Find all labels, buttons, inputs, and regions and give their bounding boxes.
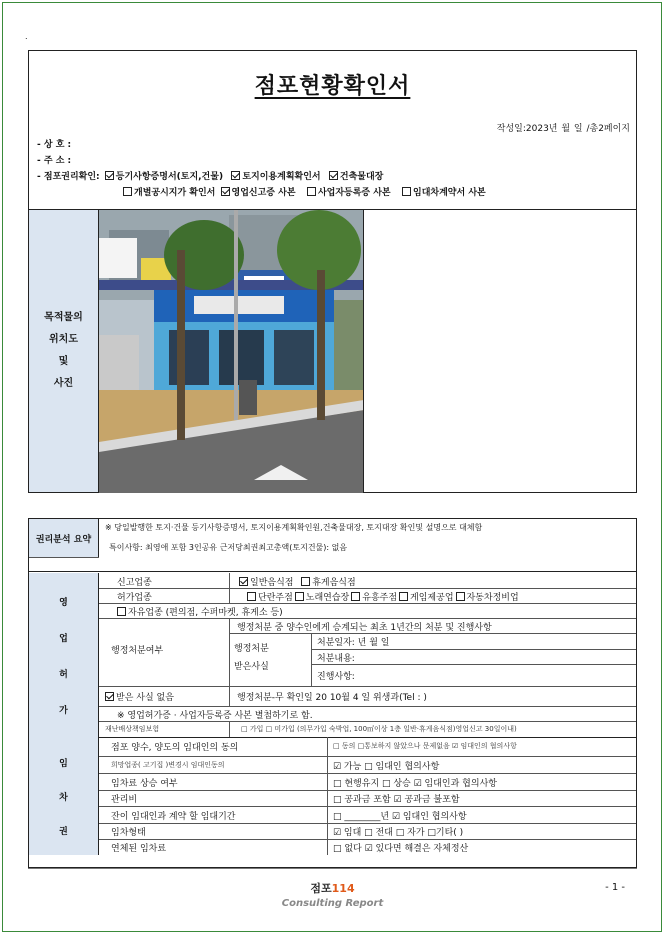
no-disposition-label: 받은 사실 없음	[116, 693, 174, 703]
option: 게임제공업	[410, 593, 454, 603]
checkbox[interactable]	[247, 592, 256, 601]
lease-row-label: 임차형태	[111, 828, 146, 838]
storefront-photo-image	[99, 210, 364, 493]
checkbox[interactable]	[307, 187, 316, 196]
location-section	[28, 210, 637, 493]
doc-land-price: 개별공시지가 확인서	[134, 188, 216, 198]
location-label-line: 사진	[53, 378, 74, 389]
doc-lease: 임대차계약서 사본	[413, 188, 486, 198]
page-title: 점포현황확인서	[254, 74, 411, 99]
side-char: 권	[59, 826, 68, 837]
footer-divider	[28, 868, 637, 869]
checkbox[interactable]	[105, 692, 114, 701]
checkbox[interactable]	[105, 171, 114, 180]
rights-check-row-1	[37, 169, 383, 182]
lease-row-label: 연체된 임차료	[111, 844, 167, 854]
checkbox[interactable]	[123, 187, 132, 196]
checkbox[interactable]	[231, 171, 240, 180]
side-char: 임	[59, 758, 68, 769]
lease-row-value: □ 공과금 포함 ☑ 공과금 불포함	[333, 795, 460, 805]
header-section	[28, 50, 637, 210]
option: 노래연습장	[305, 593, 350, 603]
disposition-content: 처분내용:	[317, 654, 355, 664]
checkbox[interactable]	[295, 592, 304, 601]
corner-mark: .	[25, 32, 28, 41]
lease-row-value: □ 현행유지 □ 상승 ☑ 임대인과 협의사항	[333, 779, 497, 789]
checkbox[interactable]	[456, 592, 465, 601]
location-label-line: 위치도	[49, 334, 78, 345]
lease-row-label: 점포 양수, 양도의 임대인의 동의	[111, 743, 239, 753]
doc-business-report: 영업신고증 사본	[231, 188, 296, 198]
rights-check-row-2	[121, 185, 486, 198]
admin-sub-label-1: 행정처분	[234, 644, 269, 654]
rights-label: - 점포권리확인:	[37, 172, 100, 182]
permit-copy-note: ※ 영업허가증 · 사업자등록증 사본 별첨하기로 함.	[117, 711, 313, 721]
rights-analysis-label: 권리분석 요약	[29, 519, 99, 557]
lease-row-label: 희망업종( 고기집 )변경시 임대인동의	[111, 761, 225, 769]
option-rest-restaurant: 휴게음식점	[312, 578, 356, 588]
doc-business-reg: 사업자등록증 사본	[317, 188, 391, 198]
side-char: 업	[59, 633, 68, 644]
rights-analysis-note: ※ 당일발행한 토지·건물 등기사항증명서, 토지이용계획확인원,건축물대장, 토지대장 확인및 설명으로 대체함	[105, 523, 483, 532]
footer-subtitle: Consulting Report	[281, 898, 384, 909]
doc-registry: 등기사항증명서(토지,건물)	[115, 172, 224, 182]
lease-row-value: ☑ 가능 □ 임대인 협의사항	[333, 762, 440, 772]
option-general-restaurant: 일반음식점	[250, 578, 294, 588]
lease-row-label: 임차료 상승 여부	[111, 779, 178, 789]
shop-name-label: - 상 호 :	[37, 140, 72, 150]
checkbox[interactable]	[301, 577, 310, 586]
lease-row-label: 관리비	[111, 795, 138, 805]
free-business-options	[115, 605, 283, 618]
checkbox[interactable]	[221, 187, 230, 196]
disposition-progress: 진행사항:	[317, 672, 355, 682]
side-char: 영	[59, 597, 68, 608]
doc-land-use: 토지이용계획확인서	[242, 172, 321, 182]
lease-side-label	[29, 737, 99, 855]
no-disposition-note: 행정처분-무 확인일 20 10월 4 일 위생과(Tel : )	[237, 693, 427, 703]
location-label	[29, 210, 99, 492]
no-disposition-check	[103, 690, 174, 703]
lease-row-value: □ 없다 ☑ 있다면 해결은 자체정산	[333, 844, 469, 854]
option: 유흥주점	[362, 593, 398, 603]
permitted-business-label: 허가업종	[117, 593, 152, 603]
reported-business-label: 신고업종	[117, 578, 152, 588]
location-label-line: 및	[58, 356, 69, 367]
checkbox[interactable]	[329, 171, 338, 180]
lease-row-label: 잔이 임대인과 계약 할 임대기간	[111, 812, 236, 822]
business-permit-side-label	[29, 573, 99, 737]
reported-business-options	[237, 575, 356, 588]
footer-logo	[0, 880, 665, 896]
admin-disposition-label: 행정처분여부	[111, 646, 164, 656]
side-char: 차	[59, 792, 68, 803]
checkbox[interactable]	[239, 577, 248, 586]
option: 자동차정비업	[466, 593, 519, 603]
insurance-label: 재난배상책임보험	[105, 725, 160, 733]
side-char: 허	[59, 669, 68, 680]
side-char: 가	[59, 705, 68, 716]
insurance-value: □ 가입 □ 미가입 (의무가입 숙박업, 100㎡이상 1층 일반·휴게음식점)영업신고 30일이내)	[241, 725, 517, 733]
rights-analysis-special: 특이사항: 최영애 포함 3인공유 근저당최권최고총액(토지건물): 없음	[109, 543, 348, 552]
address-label: - 주 소 :	[37, 156, 72, 166]
logo-text: 점포	[310, 882, 332, 895]
lease-row-value: ☑ 임대 □ 전대 □ 자가 □기타( )	[333, 828, 464, 838]
option: 단란주점	[258, 593, 293, 603]
checkbox[interactable]	[399, 592, 408, 601]
permitted-business-options	[245, 590, 519, 603]
detail-table	[28, 518, 637, 868]
storefront-photo	[99, 210, 364, 493]
lease-row-value: □ 동의 □통보하지 않았으나 문제없음 ☑ 임대인의 협의사항	[333, 742, 517, 750]
location-label-line: 목적물의	[44, 312, 83, 323]
checkbox[interactable]	[351, 592, 360, 601]
doc-building: 건축물대장	[339, 172, 384, 182]
logo-number: 114	[331, 882, 355, 895]
checkbox[interactable]	[117, 607, 126, 616]
page-number: - 1 -	[605, 882, 625, 893]
admin-sub-label-2: 받은사실	[234, 662, 269, 672]
option-free-business: 자유업종 (편의점, 수퍼마켓, 휴게소 등)	[128, 608, 283, 618]
disposition-date: 처분일자: 년 월 일	[317, 638, 390, 648]
date-line: 작성일:2023년 월 일 /총2페이지	[496, 124, 630, 134]
admin-disposition-note: 행정처분 중 양수인에게 승계되는 최초 1년간의 처분 및 진행사항	[237, 623, 492, 633]
lease-row-value: □ ________년 ☑ 임대인 협의사항	[333, 812, 467, 822]
checkbox[interactable]	[402, 187, 411, 196]
